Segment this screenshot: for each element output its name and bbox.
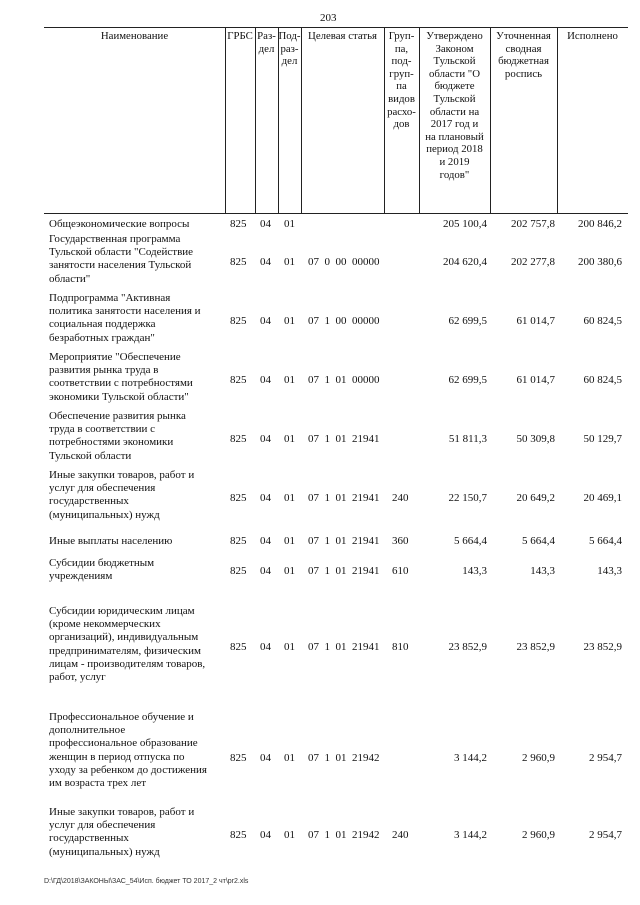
header-top-border: [44, 27, 628, 28]
cell-approved: 3 144,2: [454, 829, 487, 841]
cell-approved: 62 699,5: [448, 374, 487, 386]
cell-target: 07 1 01 21941: [308, 641, 380, 653]
header-divider: [301, 27, 302, 214]
cell-executed: 60 824,5: [583, 315, 622, 327]
cell-podrazdel: 01: [284, 565, 295, 577]
header-podrazdel: Под- раз- дел: [278, 30, 301, 68]
row-name: Профессиональное обучение и дополнительное профессиональное образование женщин в период отпуска по уходу за ребенком до достижения им возраста трех лет: [49, 711, 207, 790]
cell-target: 07 1 01 21941: [308, 535, 380, 547]
header-approved: Утверждено Законом Тульской области "О бюджете Тульской области на 2017 год и на плановый период 2018 и 2019 годов": [425, 30, 484, 181]
cell-approved: 205 100,4: [443, 218, 487, 230]
header-refined: Уточненная сводная бюджетная роспись: [496, 30, 551, 80]
cell-grbs: 825: [230, 374, 247, 386]
cell-approved: 5 664,4: [454, 535, 487, 547]
cell-refined: 143,3: [530, 565, 555, 577]
row-name: Государственная программа Тульской области "Содействие занятости населения Тульской области": [49, 233, 194, 285]
cell-razdel: 04: [260, 218, 271, 230]
cell-grbs: 825: [230, 492, 247, 504]
header-name: Наименование: [100, 30, 169, 42]
cell-executed: 5 664,4: [589, 535, 622, 547]
cell-refined: 20 649,2: [516, 492, 555, 504]
header-bottom-border: [44, 213, 628, 214]
header-divider: [225, 27, 226, 214]
row-name: Субсидии юридическим лицам (кроме некоммерческих организаций), индивидуальным предпринимателям, физическим лицам - производителям товаров, работ, услуг: [49, 605, 206, 684]
cell-approved: 143,3: [462, 565, 487, 577]
cell-executed: 2 954,7: [589, 829, 622, 841]
cell-target: 07 0 00 00000: [308, 256, 380, 268]
cell-refined: 202 757,8: [511, 218, 555, 230]
cell-approved: 62 699,5: [448, 315, 487, 327]
cell-podrazdel: 01: [284, 829, 295, 841]
cell-refined: 202 277,8: [511, 256, 555, 268]
cell-refined: 5 664,4: [522, 535, 555, 547]
header-divider: [557, 27, 558, 214]
cell-approved: 51 811,3: [448, 433, 487, 445]
header-group: Груп- па, под- груп- па видов расхо- дов: [387, 30, 416, 131]
row-name: Обеспечение развития рынка труда в соответствии с потребностями экономики Тульской области: [49, 410, 186, 462]
cell-executed: 50 129,7: [583, 433, 622, 445]
cell-approved: 23 852,9: [448, 641, 487, 653]
cell-executed: 200 380,6: [578, 256, 622, 268]
cell-executed: 200 846,2: [578, 218, 622, 230]
header-executed: Исполнено: [567, 30, 618, 42]
row-name: Субсидии бюджетным учреждениям: [49, 557, 155, 583]
cell-target: 07 1 01 00000: [308, 374, 380, 386]
row-name: Мероприятие "Обеспечение развития рынка труда в соответствии с потребностями экономики Тульской области": [49, 351, 193, 403]
cell-grbs: 825: [230, 535, 247, 547]
cell-razdel: 04: [260, 433, 271, 445]
cell-refined: 23 852,9: [516, 641, 555, 653]
cell-razdel: 04: [260, 535, 271, 547]
cell-target: 07 1 01 21941: [308, 565, 380, 577]
cell-group: 360: [392, 535, 409, 547]
cell-razdel: 04: [260, 641, 271, 653]
cell-podrazdel: 01: [284, 752, 295, 764]
cell-grbs: 825: [230, 315, 247, 327]
cell-executed: 2 954,7: [589, 752, 622, 764]
file-path-footer: D:\ГД\2018\ЗАКОНЫ\ЗАС_54\Исп. бюджет ТО 2017_2 чт\pr2.xls: [44, 878, 249, 885]
page-number: 203: [320, 12, 337, 24]
cell-refined: 61 014,7: [516, 374, 555, 386]
cell-razdel: 04: [260, 492, 271, 504]
cell-podrazdel: 01: [284, 492, 295, 504]
cell-razdel: 04: [260, 565, 271, 577]
cell-grbs: 825: [230, 641, 247, 653]
cell-target: 07 1 01 21941: [308, 492, 380, 504]
cell-podrazdel: 01: [284, 218, 295, 230]
cell-target: 07 1 01 21942: [308, 829, 380, 841]
cell-grbs: 825: [230, 565, 247, 577]
cell-target: 07 1 00 00000: [308, 315, 380, 327]
cell-grbs: 825: [230, 433, 247, 445]
cell-razdel: 04: [260, 256, 271, 268]
cell-grbs: 825: [230, 752, 247, 764]
cell-grbs: 825: [230, 256, 247, 268]
cell-podrazdel: 01: [284, 433, 295, 445]
row-name: Иные закупки товаров, работ и услуг для обеспечения государственных (муниципальных) нужд: [49, 469, 195, 521]
cell-approved: 22 150,7: [448, 492, 487, 504]
cell-razdel: 04: [260, 374, 271, 386]
cell-grbs: 825: [230, 218, 247, 230]
cell-executed: 60 824,5: [583, 374, 622, 386]
cell-podrazdel: 01: [284, 374, 295, 386]
row-name: Общеэкономические вопросы: [49, 218, 190, 230]
cell-target: 07 1 01 21941: [308, 433, 380, 445]
row-name: Иные закупки товаров, работ и услуг для обеспечения государственных (муниципальных) нужд: [49, 806, 195, 858]
cell-podrazdel: 01: [284, 315, 295, 327]
row-name: Подпрограмма "Активная политика занятости населения и социальная поддержка безработных граждан": [49, 292, 201, 344]
cell-razdel: 04: [260, 829, 271, 841]
cell-group: 610: [392, 565, 409, 577]
cell-refined: 61 014,7: [516, 315, 555, 327]
cell-refined: 2 960,9: [522, 752, 555, 764]
header-razdel: Раз- дел: [257, 30, 276, 55]
cell-group: 240: [392, 492, 409, 504]
cell-podrazdel: 01: [284, 256, 295, 268]
cell-razdel: 04: [260, 752, 271, 764]
cell-approved: 3 144,2: [454, 752, 487, 764]
row-name: Иные выплаты населению: [49, 535, 173, 547]
cell-approved: 204 620,4: [443, 256, 487, 268]
cell-razdel: 04: [260, 315, 271, 327]
cell-podrazdel: 01: [284, 641, 295, 653]
cell-group: 810: [392, 641, 409, 653]
header-grbs: ГРБС: [227, 30, 253, 42]
cell-executed: 23 852,9: [583, 641, 622, 653]
cell-grbs: 825: [230, 829, 247, 841]
cell-executed: 20 469,1: [583, 492, 622, 504]
cell-refined: 50 309,8: [516, 433, 555, 445]
cell-refined: 2 960,9: [522, 829, 555, 841]
cell-target: 07 1 01 21942: [308, 752, 380, 764]
cell-podrazdel: 01: [284, 535, 295, 547]
cell-executed: 143,3: [597, 565, 622, 577]
cell-group: 240: [392, 829, 409, 841]
header-target: Целевая статья: [308, 30, 377, 42]
